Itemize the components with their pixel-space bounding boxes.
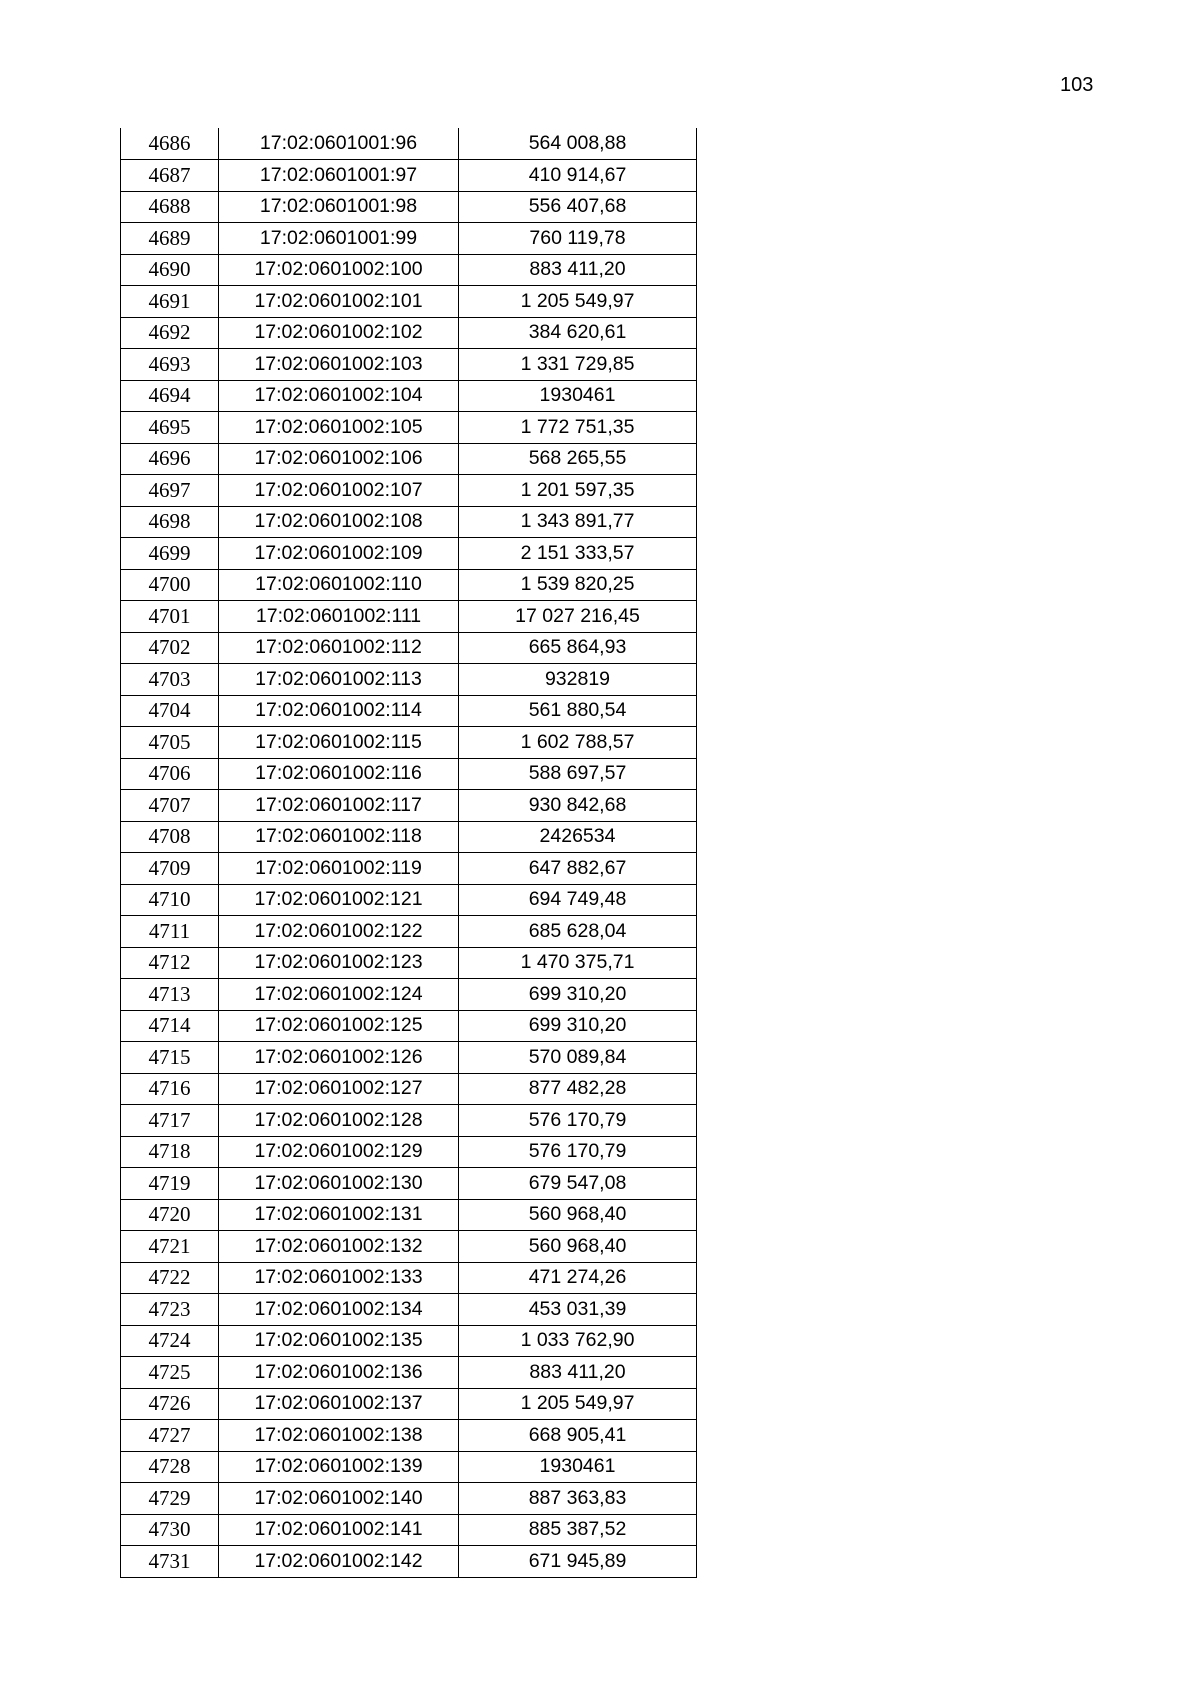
row-number-cell: 4713 [121, 979, 219, 1011]
cadastral-number-cell: 17:02:0601002:133 [219, 1262, 459, 1294]
table-row [121, 853, 697, 885]
row-number-cell: 4717 [121, 1105, 219, 1137]
table-row [121, 1388, 697, 1420]
cadastral-value-cell: 570 089,84 [459, 1042, 697, 1074]
table-row [121, 1546, 697, 1578]
cadastral-value-cell: 560 968,40 [459, 1199, 697, 1231]
cadastral-value-cell: 668 905,41 [459, 1420, 697, 1452]
cadastral-number-cell: 17:02:0601002:134 [219, 1294, 459, 1326]
row-number-cell: 4688 [121, 191, 219, 223]
table-row [121, 412, 697, 444]
row-number-cell: 4707 [121, 790, 219, 822]
cadastral-value-cell: 561 880,54 [459, 695, 697, 727]
row-number-cell: 4687 [121, 160, 219, 192]
page-number: 103 [1060, 74, 1094, 96]
cadastral-value-cell: 883 411,20 [459, 254, 697, 286]
table-row [121, 254, 697, 286]
table-row [121, 727, 697, 759]
cadastral-value-cell: 699 310,20 [459, 979, 697, 1011]
row-number-cell: 4724 [121, 1325, 219, 1357]
cadastral-number-cell: 17:02:0601002:113 [219, 664, 459, 696]
row-number-cell: 4712 [121, 947, 219, 979]
table-row [121, 1073, 697, 1105]
cadastral-value-cell: 1 205 549,97 [459, 1388, 697, 1420]
cadastral-number-cell: 17:02:0601002:140 [219, 1483, 459, 1515]
row-number-cell: 4718 [121, 1136, 219, 1168]
cadastral-value-cell: 1 602 788,57 [459, 727, 697, 759]
row-number-cell: 4698 [121, 506, 219, 538]
table-row [121, 601, 697, 633]
table-row [121, 1262, 697, 1294]
cadastral-value-cell: 694 749,48 [459, 884, 697, 916]
table-row [121, 1451, 697, 1483]
cadastral-number-cell: 17:02:0601002:111 [219, 601, 459, 633]
cadastral-value-cell: 932819 [459, 664, 697, 696]
cadastral-value-cell: 568 265,55 [459, 443, 697, 475]
row-number-cell: 4721 [121, 1231, 219, 1263]
row-number-cell: 4714 [121, 1010, 219, 1042]
cadastral-value-cell: 885 387,52 [459, 1514, 697, 1546]
row-number-cell: 4723 [121, 1294, 219, 1326]
table-row [121, 1483, 697, 1515]
cadastral-number-cell: 17:02:0601002:139 [219, 1451, 459, 1483]
cadastral-value-cell: 679 547,08 [459, 1168, 697, 1200]
table-row [121, 1514, 697, 1546]
table-row [121, 128, 697, 160]
cadastral-number-cell: 17:02:0601002:137 [219, 1388, 459, 1420]
cadastral-value-cell: 410 914,67 [459, 160, 697, 192]
cadastral-number-cell: 17:02:0601002:131 [219, 1199, 459, 1231]
table-row [121, 947, 697, 979]
cadastral-number-cell: 17:02:0601002:112 [219, 632, 459, 664]
cadastral-number-cell: 17:02:0601002:101 [219, 286, 459, 318]
table-row [121, 1420, 697, 1452]
cadastral-number-cell: 17:02:0601001:98 [219, 191, 459, 223]
row-number-cell: 4710 [121, 884, 219, 916]
cadastral-value-cell: 1 201 597,35 [459, 475, 697, 507]
cadastral-number-cell: 17:02:0601002:100 [219, 254, 459, 286]
row-number-cell: 4711 [121, 916, 219, 948]
table-row [121, 916, 697, 948]
table-row [121, 317, 697, 349]
cadastral-number-cell: 17:02:0601002:110 [219, 569, 459, 601]
row-number-cell: 4692 [121, 317, 219, 349]
table-row [121, 790, 697, 822]
row-number-cell: 4703 [121, 664, 219, 696]
table-row [121, 1105, 697, 1137]
table-row [121, 191, 697, 223]
table-row [121, 695, 697, 727]
row-number-cell: 4720 [121, 1199, 219, 1231]
row-number-cell: 4699 [121, 538, 219, 570]
cadastral-number-cell: 17:02:0601002:125 [219, 1010, 459, 1042]
cadastral-number-cell: 17:02:0601002:122 [219, 916, 459, 948]
table-row [121, 884, 697, 916]
cadastral-value-cell: 685 628,04 [459, 916, 697, 948]
row-number-cell: 4728 [121, 1451, 219, 1483]
cadastral-number-cell: 17:02:0601001:99 [219, 223, 459, 255]
cadastral-value-cell: 17 027 216,45 [459, 601, 697, 633]
cadastral-number-cell: 17:02:0601002:128 [219, 1105, 459, 1137]
cadastral-value-cell: 471 274,26 [459, 1262, 697, 1294]
cadastral-value-cell: 1930461 [459, 380, 697, 412]
cadastral-number-cell: 17:02:0601002:109 [219, 538, 459, 570]
table-row [121, 1231, 697, 1263]
cadastral-value-cell: 1 205 549,97 [459, 286, 697, 318]
cadastral-value-cell: 1 539 820,25 [459, 569, 697, 601]
row-number-cell: 4706 [121, 758, 219, 790]
row-number-cell: 4693 [121, 349, 219, 381]
cadastral-number-cell: 17:02:0601002:141 [219, 1514, 459, 1546]
row-number-cell: 4705 [121, 727, 219, 759]
table-row [121, 443, 697, 475]
cadastral-value-cell: 2426534 [459, 821, 697, 853]
cadastral-number-cell: 17:02:0601002:126 [219, 1042, 459, 1074]
table-row [121, 223, 697, 255]
cadastral-value-cell: 576 170,79 [459, 1136, 697, 1168]
row-number-cell: 4697 [121, 475, 219, 507]
cadastral-number-cell: 17:02:0601002:136 [219, 1357, 459, 1389]
cadastral-value-cell: 671 945,89 [459, 1546, 697, 1578]
cadastral-number-cell: 17:02:0601001:97 [219, 160, 459, 192]
cadastral-number-cell: 17:02:0601002:103 [219, 349, 459, 381]
table-row [121, 380, 697, 412]
cadastral-number-cell: 17:02:0601002:115 [219, 727, 459, 759]
table-row [121, 1294, 697, 1326]
cadastral-value-cell: 1 343 891,77 [459, 506, 697, 538]
table-row [121, 1010, 697, 1042]
table-row [121, 1136, 697, 1168]
cadastral-number-cell: 17:02:0601002:138 [219, 1420, 459, 1452]
cadastral-number-cell: 17:02:0601002:121 [219, 884, 459, 916]
cadastral-value-cell: 760 119,78 [459, 223, 697, 255]
cadastral-number-cell: 17:02:0601002:107 [219, 475, 459, 507]
cadastral-number-cell: 17:02:0601002:135 [219, 1325, 459, 1357]
cadastral-value-cell: 2 151 333,57 [459, 538, 697, 570]
cadastral-number-cell: 17:02:0601002:127 [219, 1073, 459, 1105]
cadastral-number-cell: 17:02:0601002:132 [219, 1231, 459, 1263]
table-row [121, 821, 697, 853]
cadastral-number-cell: 17:02:0601002:105 [219, 412, 459, 444]
row-number-cell: 4708 [121, 821, 219, 853]
cadastral-value-cell: 576 170,79 [459, 1105, 697, 1137]
table-row [121, 979, 697, 1011]
row-number-cell: 4690 [121, 254, 219, 286]
cadastral-value-cell: 1 331 729,85 [459, 349, 697, 381]
cadastral-value-cell: 1930461 [459, 1451, 697, 1483]
table-row [121, 349, 697, 381]
row-number-cell: 4686 [121, 128, 219, 160]
row-number-cell: 4731 [121, 1546, 219, 1578]
cadastral-value-table [120, 128, 697, 1578]
cadastral-value-cell: 930 842,68 [459, 790, 697, 822]
row-number-cell: 4696 [121, 443, 219, 475]
cadastral-value-cell: 453 031,39 [459, 1294, 697, 1326]
row-number-cell: 4715 [121, 1042, 219, 1074]
row-number-cell: 4727 [121, 1420, 219, 1452]
table-row [121, 286, 697, 318]
row-number-cell: 4704 [121, 695, 219, 727]
row-number-cell: 4691 [121, 286, 219, 318]
cadastral-value-cell: 556 407,68 [459, 191, 697, 223]
cadastral-value-cell: 883 411,20 [459, 1357, 697, 1389]
row-number-cell: 4701 [121, 601, 219, 633]
row-number-cell: 4726 [121, 1388, 219, 1420]
row-number-cell: 4709 [121, 853, 219, 885]
cadastral-number-cell: 17:02:0601002:118 [219, 821, 459, 853]
cadastral-number-cell: 17:02:0601002:142 [219, 1546, 459, 1578]
cadastral-number-cell: 17:02:0601002:123 [219, 947, 459, 979]
table-row [121, 632, 697, 664]
cadastral-number-cell: 17:02:0601002:124 [219, 979, 459, 1011]
table-row [121, 1325, 697, 1357]
cadastral-value-cell: 564 008,88 [459, 128, 697, 160]
cadastral-number-cell: 17:02:0601002:114 [219, 695, 459, 727]
cadastral-value-cell: 887 363,83 [459, 1483, 697, 1515]
row-number-cell: 4729 [121, 1483, 219, 1515]
table-body [121, 128, 697, 1577]
cadastral-number-cell: 17:02:0601002:117 [219, 790, 459, 822]
cadastral-value-cell: 588 697,57 [459, 758, 697, 790]
cadastral-number-cell: 17:02:0601001:96 [219, 128, 459, 160]
table-row [121, 1357, 697, 1389]
cadastral-number-cell: 17:02:0601002:129 [219, 1136, 459, 1168]
table-row [121, 160, 697, 192]
cadastral-value-cell: 647 882,67 [459, 853, 697, 885]
row-number-cell: 4700 [121, 569, 219, 601]
cadastral-value-cell: 1 470 375,71 [459, 947, 697, 979]
row-number-cell: 4725 [121, 1357, 219, 1389]
row-number-cell: 4719 [121, 1168, 219, 1200]
row-number-cell: 4689 [121, 223, 219, 255]
cadastral-number-cell: 17:02:0601002:119 [219, 853, 459, 885]
cadastral-value-cell: 384 620,61 [459, 317, 697, 349]
row-number-cell: 4716 [121, 1073, 219, 1105]
row-number-cell: 4694 [121, 380, 219, 412]
table-row [121, 506, 697, 538]
table-row [121, 1199, 697, 1231]
table-row [121, 1168, 697, 1200]
table-row [121, 538, 697, 570]
table-row [121, 569, 697, 601]
table-row [121, 664, 697, 696]
row-number-cell: 4702 [121, 632, 219, 664]
cadastral-value-cell: 1 033 762,90 [459, 1325, 697, 1357]
row-number-cell: 4722 [121, 1262, 219, 1294]
cadastral-number-cell: 17:02:0601002:106 [219, 443, 459, 475]
table-row [121, 1042, 697, 1074]
cadastral-number-cell: 17:02:0601002:130 [219, 1168, 459, 1200]
cadastral-number-cell: 17:02:0601002:116 [219, 758, 459, 790]
cadastral-number-cell: 17:02:0601002:104 [219, 380, 459, 412]
cadastral-number-cell: 17:02:0601002:108 [219, 506, 459, 538]
row-number-cell: 4695 [121, 412, 219, 444]
cadastral-value-cell: 560 968,40 [459, 1231, 697, 1263]
table-row [121, 475, 697, 507]
cadastral-value-cell: 1 772 751,35 [459, 412, 697, 444]
row-number-cell: 4730 [121, 1514, 219, 1546]
table-row [121, 758, 697, 790]
cadastral-value-cell: 699 310,20 [459, 1010, 697, 1042]
cadastral-value-cell: 665 864,93 [459, 632, 697, 664]
cadastral-number-cell: 17:02:0601002:102 [219, 317, 459, 349]
cadastral-value-cell: 877 482,28 [459, 1073, 697, 1105]
